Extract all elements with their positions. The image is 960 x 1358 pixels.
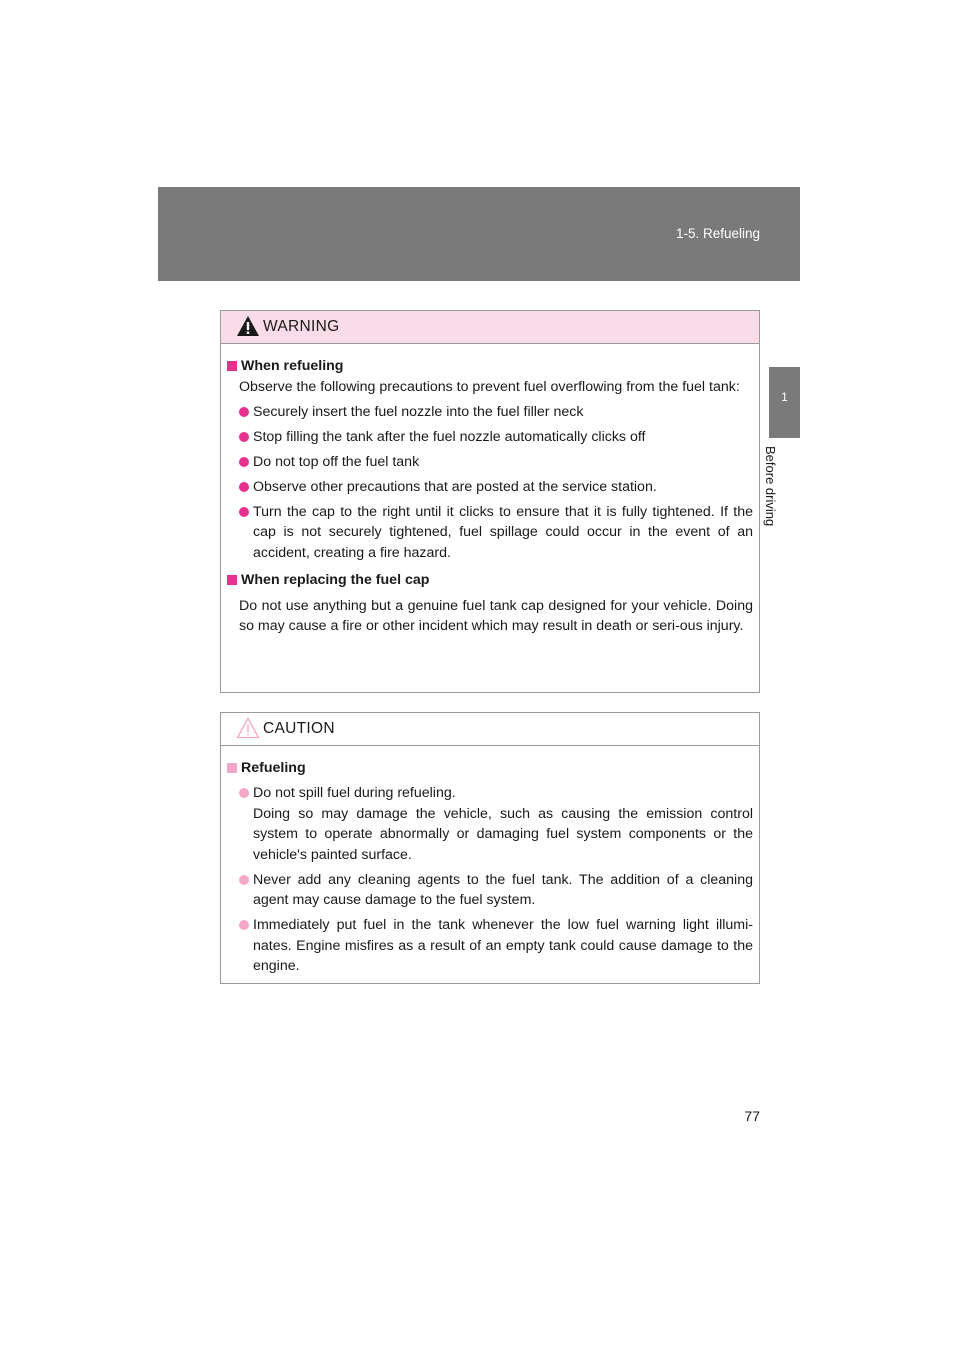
list-item: Observe other precautions that are posted at the service station. [227,477,753,498]
circle-bullet-icon [239,407,249,417]
section-heading: When refueling [227,356,753,377]
header-bar [158,187,800,281]
circle-bullet-icon [239,788,249,798]
section-heading: When replacing the fuel cap [227,570,753,591]
section-intro: Observe the following precautions to prevent fuel overflowing from the fuel tank: [239,378,740,395]
list-item: Do not top off the fuel tank [227,452,753,473]
circle-bullet-icon [239,920,249,930]
warning-header [221,311,759,344]
warning-triangle-icon [236,315,260,337]
caution-triangle-icon [236,717,260,739]
square-bullet-icon [227,575,237,585]
section-title: 1-5. Refueling [675,226,760,241]
square-bullet-icon [227,361,237,371]
list-item: Never add any cleaning agents to the fuel tank. The addition of a cleaning agent may cause damage to the fuel system. [227,870,753,911]
list-item: Securely insert the fuel nozzle into the fuel filler neck [227,402,753,423]
warning-title: WARNING [263,318,340,335]
list-item: Stop filling the tank after the fuel nozzle automatically clicks off [227,427,753,448]
circle-bullet-icon [239,482,249,492]
chapter-label: Before driving [763,446,778,527]
chapter-tab [769,367,800,438]
square-bullet-icon [227,763,237,773]
caution-title: CAUTION [263,720,335,737]
warning-body [221,344,759,637]
caution-box [220,712,760,984]
circle-bullet-icon [239,457,249,467]
circle-bullet-icon [239,507,249,517]
chapter-label-container [763,446,800,556]
list-item: Turn the cap to the right until it clicks to ensure that it is fully tightened. If the cap is not securely tightened, fuel spillage could occur in the event of an accident, creating a fire hazard. [227,502,753,564]
page-number: 77 [744,1108,760,1124]
section-heading: Refueling [227,758,753,779]
circle-bullet-icon [239,432,249,442]
list-item: Immediately put fuel in the tank whenever the low fuel warning light illumi-nates. Engine misfires as a result of an empty tank could cause damage to the engine. [227,915,753,977]
caution-body [221,746,759,977]
caution-header [221,713,759,746]
list-item: Do not spill fuel during refueling. Doing so may damage the vehicle, such as causing the emission control system to operate abnormally or damaging fuel system components or the vehicle's painted surface. [227,783,753,865]
warning-box [220,310,760,693]
circle-bullet-icon [239,875,249,885]
section-intro: Do not use anything but a genuine fuel tank cap designed for your vehicle. Doing so may cause a fire or other incident which may result in death or seri-ous injury. [239,597,753,634]
chapter-number: 1 [781,390,788,404]
